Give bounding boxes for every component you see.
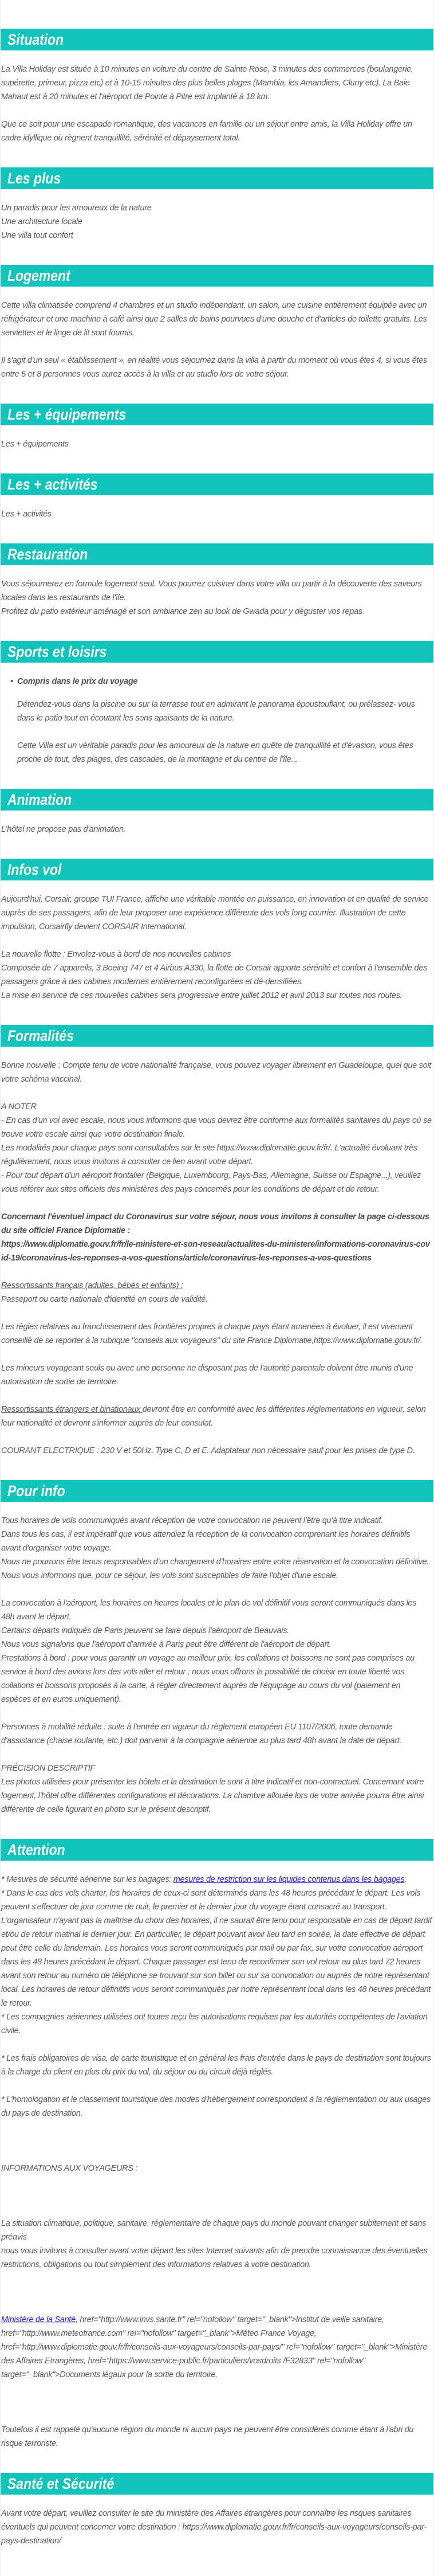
vertical-gap bbox=[1, 1348, 432, 1361]
section-title: Situation bbox=[7, 30, 64, 48]
section-header-bar bbox=[1, 265, 433, 287]
section-header-bar bbox=[1, 789, 433, 811]
paragraph: Toutefois il est rappelé qu'aucune région du monde ni aucun pays ne peuvent être considérés comme étant à l'abri du risque terroriste. bbox=[1, 2425, 414, 2448]
section-header-bar bbox=[1, 859, 433, 880]
vertical-gap bbox=[1, 1430, 432, 1444]
paragraph bbox=[1, 2313, 432, 2382]
section-content bbox=[1, 2507, 433, 2548]
section-les-activites bbox=[1, 473, 433, 521]
paragraph: * Dans le cas des vols charter, les horaires de ceux-ci sont déterminés dans les 48 heures précédant le départ. Les vols peuvent s'effectuer de jour comme de nuit, le premier et le dernier jour du voyage étant consacré au transport. L'organisateur n'ayant pas la maîtrise du choix des horaires, il ne saurait être tenu pour responsable en cas de départ tardif et/ou de retour matinal le dernier jour. En particulier, le départ pouvant avoir lieu tard en soirée, la date effective de départ peut être celle du lendemain. Les horaires vous seront communiqués par mail ou par fax, sur votre convocation aéroport dans les 48 heures précédant le départ. Chaque passager est tenu de reconfirmer son vol retour au plus tard 72 heures avant son retour au numéro de téléphone se trouvant sur son billet ou sur sa convocation ou auprés de notre représentant local. Les horaires de retour définitifs vous seront communiqués par notre représentant local dans les 48 heures précédant le retour. bbox=[1, 1889, 432, 2008]
paragraph: Certains départs indiqués de Paris peuvent se faire depuis l'aéroport de Beauvais. bbox=[1, 1626, 289, 1635]
section-title: Les + équipements bbox=[7, 405, 127, 423]
paragraph: Dans tous les cas, il est impératif que vous attendiez la réception de la convocation comprenant les horaires définitifs avant d'organiser votre voyage. bbox=[1, 1530, 411, 1553]
paragraph: Un paradis pour les amoureux de la nature bbox=[1, 203, 152, 213]
vertical-gap bbox=[1, 1583, 432, 1596]
section-content bbox=[1, 1514, 433, 1816]
paragraph: La convocation à l'aéroport, les horaires en heures locales et le plan de vol définitif vous seront communiqués dans les 48h avant le départ. bbox=[1, 1599, 417, 1622]
vertical-gap bbox=[1, 1706, 432, 1720]
vertical-gap bbox=[1, 2079, 432, 2093]
paragraph: Une architecture locale bbox=[1, 217, 82, 226]
paragraph: Profitez du patio extérieur aménagé et son ambiance zen au look de Gwada pour y déguster vos repas. bbox=[1, 607, 365, 616]
vertical-gap bbox=[1, 934, 432, 948]
paragraph bbox=[1, 1403, 432, 1430]
paragraph: INFORMATIONS AUX VOYAGEURS : bbox=[1, 2164, 138, 2173]
section-title: Infos vol bbox=[7, 860, 62, 878]
section-title: Animation bbox=[7, 790, 72, 808]
vertical-gap bbox=[1, 1748, 432, 1761]
section-title: Formalités bbox=[7, 1027, 74, 1044]
bullet-item bbox=[1, 675, 432, 688]
paragraph: Que ce soit pour une escapade romantique, des vacances en famille ou un séjour entre amis, la Villa Holiday offre un cadre idyllique où règnent tranquillité, sérénité et dépaysement total. bbox=[1, 120, 412, 143]
paragraph: Les + équipements bbox=[1, 440, 69, 449]
section-header-bar bbox=[1, 167, 433, 189]
section-content bbox=[1, 823, 433, 836]
vertical-gap bbox=[1, 1389, 432, 1403]
paragraph: Les modalités pour chaque pays sont consultables sur le site https://www.diplomatie.gouv.fr/fr/. L'actualité évoluant très régulièrement, nous vous invitons à consulter ce lien avant votre départ. bbox=[1, 1144, 417, 1166]
section-header-bar bbox=[1, 2473, 433, 2495]
paragraph: Les règles relatives au franchissement des frontières propres à chaque pays étant amenées à évoluer, il est vivement conseillé de se reporter à la rubrique "conseils aux voyageurs" du site France Diplomatie,https://www.diplomatie.gouv.fr/. bbox=[1, 1322, 423, 1345]
paragraph: PRÉCISION DESCRIPTIF bbox=[1, 1764, 95, 1773]
vertical-gap bbox=[1, 2272, 432, 2313]
paragraph: Avant votre départ, veuillez consulter le site du ministère des Affaires étrangères pour connaître les risques sanitaires éventuels qui peuvent concerner votre destination : https://www.diplomatie.gouv.fr/fr/conseils-aux-voyageurs/conseils-par-pays-destination/ bbox=[1, 2509, 427, 2546]
paragraph: Aujourd'hui, Corsair, groupe TUI France, affiche une véritable montée en puissance, en innovation et en qualité de service auprès de ses passagers, afin de leur proposer une expérience différente des vols long courrier. Illustration de cette impulsion, Corsairfly devient CORSAIR International. bbox=[1, 895, 429, 931]
paragraph: Nous vous informons que, pour ce séjour, les vols sont susceptibles de faire l'objet d'une escale. bbox=[1, 1571, 338, 1580]
section-title: Les plus bbox=[7, 169, 61, 187]
paragraph: La mise en service de ces nouvelles cabines sera progressive entre juillet 2012 et avril 2013 sur toutes nos routes. bbox=[1, 991, 403, 1000]
section-header-bar bbox=[1, 1839, 433, 1861]
paragraph: Une villa tout confort bbox=[1, 231, 73, 240]
vertical-gap bbox=[1, 2120, 432, 2162]
bullet-label: Compris dans le prix du voyage bbox=[17, 677, 138, 686]
section-title: Attention bbox=[7, 1841, 65, 1858]
section-title: Sports et loisirs bbox=[7, 643, 107, 660]
vertical-gap bbox=[1, 1086, 432, 1100]
vertical-gap bbox=[1, 688, 432, 698]
paragraph: Détendez-vous dans la piscine ou sur la terrasse tout en admirant le panorama époustouflant, ou prélassez- vous dans le patio tout en écoutant les sons apaisants de la nature. bbox=[17, 700, 415, 723]
paragraph: Cette Villa est un véritable paradis pour les amoureux de la nature en quête de tranquillité et d'évasion, vous êtes proche de tout, des plages, des cascades, de la montagne et du centre de l'île... bbox=[17, 741, 413, 764]
section-les-equipements bbox=[1, 404, 433, 451]
paragraph: Passeport ou carte nationale d'identité en cours de validité. bbox=[1, 1295, 208, 1304]
paragraph: Composée de 7 appareils, 3 Boeing 747 et 4 Airbus A330, la flotte de Corsair apporte sérénité et confort à l'ensemble des passagers grâce à des cabines modernes entièrement reconfigurées et dé-densifiées. bbox=[1, 964, 428, 986]
paragraph: Ressortissants français (adultes, bébés et enfants) : bbox=[1, 1281, 183, 1290]
section-content bbox=[1, 675, 433, 766]
vertical-gap bbox=[1, 2175, 432, 2217]
section-header-bar bbox=[1, 543, 433, 565]
section-attention bbox=[1, 1839, 433, 2450]
section-header-bar bbox=[1, 473, 433, 495]
paragraph: Nous vous signalons que l'aéroport d'arrivée à Paris peut être différent de l'aéroport de départ. bbox=[1, 1640, 332, 1649]
document bbox=[1, 0, 433, 2555]
paragraph: La nouvelle flotte : Envolez-vous à bord de nos nouvelles cabines bbox=[1, 950, 231, 959]
section-content bbox=[1, 201, 433, 242]
paragraph: Les mineurs voyageant seuls ou avec une personne ne disposant pas de l'autorité parentale doivent être munis d'une autorisation de sortie de territoire. bbox=[1, 1364, 413, 1387]
section-restauration bbox=[1, 543, 433, 618]
section-infos-vol bbox=[1, 859, 433, 1003]
section-logement bbox=[1, 265, 433, 381]
paragraph: Bonne nouvelle : Compte tenu de votre nationalité française, vous pouvez voyager librement en Guadeloupe, quel que soit votre schéma vaccinal. bbox=[1, 1061, 432, 1084]
vertical-gap bbox=[1, 340, 432, 354]
vertical-gap bbox=[1, 2382, 432, 2423]
section-header-bar bbox=[1, 404, 433, 425]
paragraph: Tous horaires de vols communiqués avant réception de votre convocation ne peuvent l'être qu'à titre indicatif. bbox=[1, 1516, 383, 1525]
section-content bbox=[1, 507, 433, 521]
paragraph: * Les compagnies aériennes utilisées ont toutes reçu les autorisations requises par les autorités compétentes de l'aviation civile. bbox=[1, 2013, 428, 2035]
link-suffix: , href="http://www.invs.sante.fr" rel="nofollow" target="_blank">Institut de veille sanitaire, href="http://www.meteofrance.com" rel="nofollow" target="_blank">Méteo France Voyage, href="http://www.diplomatie.gouv.fr/fr/conseils-aux-voyageurs/conseils-par-pays/" rel="nofollow" target="_blank">Ministère des Affaires Etrangères, href="https://www.service-public.fr/particuliers/vosdroits /F32833" rel="nofollow" target="_blank">Documents légaux pour la sortie du territoire. bbox=[1, 2315, 428, 2379]
paragraph: Cette villa climatisée comprend 4 chambres et un studio indépendant, un salon, une cuisine entièrement équipée avec un réfrigérateur et une machine à café ainsi que 2 salles de bains pourvues d'une douche et d'articles de toilette gratuits. Les serviettes et le linge de lit sont fournis. bbox=[1, 301, 427, 338]
section-title: Pour info bbox=[7, 1482, 65, 1500]
paragraph: L'hôtel ne propose pas d'animation. bbox=[1, 825, 126, 834]
vertical-gap bbox=[1, 2038, 432, 2052]
paragraph: - En cas d'un vol avec escale, nous vous informons que vous devrez être conforme aux formalités sanitaires du pays où se trouve votre escale ainsi que votre destination finale. bbox=[1, 1116, 432, 1139]
paragraph: A NOTER bbox=[1, 1102, 37, 1111]
text-link[interactable]: Ministère de la Santé bbox=[1, 2315, 76, 2324]
section-content bbox=[1, 1059, 433, 1458]
vertical-gap bbox=[1, 104, 432, 118]
paragraph-text: devront être en conformité avec les différentes réglementations en vigueur, selon leur nationalité et devront s'informer auprès de leur consulat. bbox=[1, 1405, 426, 1428]
vertical-gap bbox=[1, 1265, 432, 1279]
paragraph: * L'homologation et le classement touristique des modes d'hébergement correspondent à la réglementation ou aux usages du pays de destination. bbox=[1, 2095, 431, 2118]
section-header-bar bbox=[1, 1480, 433, 1502]
section-title: Logement bbox=[7, 267, 70, 284]
section-header-bar bbox=[1, 29, 433, 50]
bullet-icon: • bbox=[10, 677, 13, 686]
section-sports-et-loisirs bbox=[1, 641, 433, 766]
vertical-gap bbox=[1, 725, 432, 739]
link-suffix: . bbox=[404, 1875, 407, 1884]
link-prefix: * Mesures de sécurité aérienne sur les bagages: bbox=[1, 1875, 173, 1884]
paragraph: * Les frais obligatoires de visa, de carte touristique et en général les frais d'entrée dans le pays de destination sont toujours à la charge du client en plus du prix du vol, du séjour ou du circuit déjà réglés. bbox=[1, 2054, 431, 2077]
section-header-bar bbox=[1, 1025, 433, 1047]
vertical-gap bbox=[1, 1196, 432, 1210]
section-title: Santé et Sécurité bbox=[7, 2475, 115, 2492]
section-content bbox=[1, 892, 433, 1003]
paragraph: Les photos utilisées pour présenter les hôtels et la destination le sont à titre indicatif et non-contractuel. Concernant votre logement, l'hôtel offre différentes configurations et décorations. La chambre allouée lors de votre arrivée pourra être ainsi différente de celle figurant en photo sur le présent descriptif. bbox=[1, 1778, 424, 1814]
section-content bbox=[1, 299, 433, 381]
paragraph: Personnes à mobilité réduite : suite à l'entrée en vigueur du règlement européen EU 1107/2006, toute demande d'assistance (chaise roulante, etc.) doit parvenir à la compagnie aérienne au plus tard 48h avant la date de départ. bbox=[1, 1722, 402, 1745]
section-content bbox=[1, 1873, 433, 2450]
text-link[interactable]: mesures de restriction sur les liquides contenus dans les bagages bbox=[173, 1875, 405, 1884]
section-formalites bbox=[1, 1025, 433, 1458]
paragraph: La situation climatique, politique, sanitaire, réglementaire de chaque pays du monde pouvant changer subitement et sans préavis bbox=[1, 2219, 427, 2242]
paragraph: Vous séjournerez en formule logement seul. Vous pourrez cuisiner dans votre villa ou partir à la découverte des saveurs locales dans les restaurants de l'île. bbox=[1, 580, 422, 602]
section-situation bbox=[1, 29, 433, 145]
paragraph bbox=[1, 1873, 432, 1886]
paragraph: - Pour tout départ d'un aéroport frontalier (Belgique, Luxembourg, Pays-Bas, Allemagne, Suisse ou Espagne...), veuillez vous référer aux sites officiels des ministères des pays concernés pour les conditions de départ et de retour. bbox=[1, 1171, 421, 1194]
section-sante-et-securite bbox=[1, 2473, 433, 2548]
vertical-gap bbox=[1, 1306, 432, 1320]
paragraph: Prestations à bord : pour vous garantir un voyage au meilleur prix, les collations et boissons ne sont pas comprises au service à bord des avions lors des vols aller et retour ; nous vous offrons la possibilité de choisir en toute liberté vos collations et boissons proposés à la carte, à régler directement auprès de l'équipage au cours du vol (paiement en espèces et en euros uniquement). bbox=[1, 1654, 415, 1704]
paragraph: Concernant l'éventuel impact du Coronavirus sur votre séjour, nous vous invitons à consulter la page ci-dessous du site officiel France Diplomatie : bbox=[1, 1212, 429, 1235]
section-pour-info bbox=[1, 1480, 433, 1816]
section-title: Les + activités bbox=[7, 475, 98, 493]
paragraph: Nous ne pourrons être tenus responsables d'un changement d'horaires entre votre réservation et la convocation définitive. bbox=[1, 1557, 429, 1567]
section-animation bbox=[1, 789, 433, 836]
paragraph: COURANT ELECTRIQUE : 230 V et 50Hz. Type C, D et E. Adaptateur non nécessaire sauf pour les prises de type D. bbox=[1, 1446, 415, 1455]
section-title: Restauration bbox=[7, 545, 88, 563]
paragraph: La Villa Holiday est située à 10 minutes en voiture du centre de Sainte Rose, 3 minutes des commerces (boulangerie, supérette, primeur, pizza etc) et à 10-15 minutes des plus belles plages (Mambia, les Amandiers, Cluny etc). La Baie Mahaut est à 20 minutes et l'aéroport de Pointe à Pitre est implanté à 18 km. bbox=[1, 65, 413, 101]
underlined-lead: Ressortissants étrangers et binationaux bbox=[1, 1405, 143, 1414]
section-content bbox=[1, 437, 433, 451]
section-header-bar bbox=[1, 641, 433, 663]
section-les-plus bbox=[1, 167, 433, 242]
section-content bbox=[1, 577, 433, 618]
paragraph: Il s'agit d'un seul « établissement », en réalité vous séjournez dans la villa à partir du moment où vous êtes 4, si vous êtes entre 5 et 8 personnes vous aurez accès à la villa et au studio lors de votre séjour. bbox=[1, 356, 427, 379]
paragraph: nous vous invitons à consulter avant votre départ les sites Internet suivants afin de prendre connaissance des éventuelles restrictions, obligations ou tout simplement des informations relatives à votre destination. bbox=[1, 2246, 428, 2269]
paragraph: Les + activités bbox=[1, 510, 52, 519]
section-content bbox=[1, 62, 433, 145]
paragraph: https://www.diplomatie.gouv.fr/fr/le-ministere-et-son-reseau/actualites-du-ministere/informations-coronavirus-covid-19/coronavirus-les-reponses-a-vos-questions/article/coronavirus-les-reponses-a-vos-questions bbox=[1, 1240, 430, 1263]
